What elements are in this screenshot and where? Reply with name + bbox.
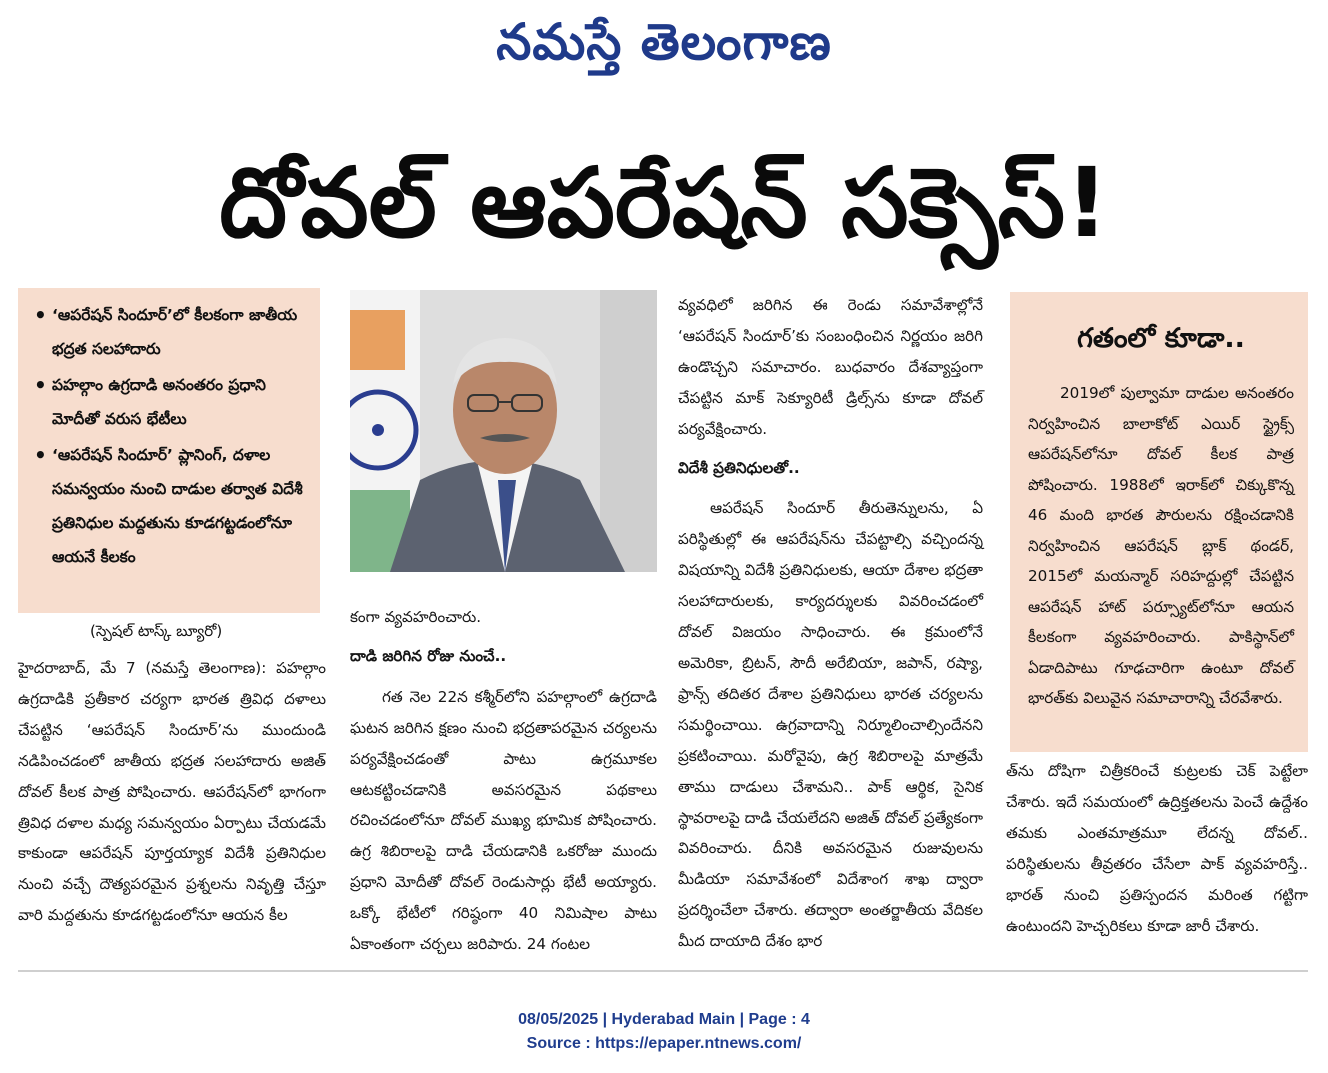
article-column-1 (18, 653, 326, 931)
article-paragraph: వ్యవధిలో జరిగిన ఈ రెండు సమావేశాల్లోనే ‘ఆపరేషన్ సిందూర్’కు సంబంధించిన నిర్ణయం జరిగి ఉండొచ్చని సమాచారం. బుధవారం దేశవ్యాప్తంగా చేపట్టిన మాక్ సెక్యూరిటీ డ్రిల్స్‌ను కూడా దోవల్ పర్యవేక్షించారు. (678, 296, 983, 438)
subheading: దాడి జరిగిన రోజు నుంచే.. (350, 646, 507, 665)
article-paragraph: గత నెల 22న కశ్మీర్‌లోని పహల్గాంలో ఉగ్రదాడి ఘటన జరిగిన క్షణం నుంచి భద్రతాపరమైన చర్యలను పర్యవేక్షించడంతో పాటు ఉగ్రమూకల ఆటకట్టించడానికి అవసరమైన పథకాలు రచించడంలోనూ దోవల్ ముఖ్య భూమిక పోషించారు. ఉగ్ర శిబిరాలపై దాడి చేయడానికి ఒకరోజు ముందు ప్రధాని మోదీతో దోవల్ రెండుసార్లు భేటీ అయ్యారు. ఒక్కో భేటీలో గరిష్ఠంగా 40 నిమిషాల పాటు ఏకాంతంగా చర్చలు జరిపారు. 24 గంటల (350, 687, 657, 954)
byline: (స్పెషల్ టాస్క్ బ్యూరో) (90, 622, 223, 640)
article-paragraph: హైదరాబాద్, మే 7 (నమస్తే తెలంగాణ): పహల్గాం ఉగ్రదాడికి ప్రతీకార చర్యగా భారత త్రివిధ దళాలు చేపట్టిన ‘ఆపరేషన్ సిందూర్’ను ముందుండి నడిపించడంలో జాతీయ భద్రత సలహాదారు అజిత్ దోవల్ కీలక పాత్ర పోషించారు. ఆపరేషన్‌లో భాగంగా త్రివిధ దళాల మధ్య సమన్వయం ఏర్పాటు చేయడమే కాకుండా ఆపరేషన్ పూర్తయ్యాక విదేశీ ప్రతినిధుల నుంచి వచ్చే దౌత్యపరమైన ప్రశ్నలను నివృత్తి చేస్తూ వారి మద్దతును కూడగట్టడంలోనూ ఆయన కీల (18, 659, 326, 925)
subheading: విదేశీ ప్రతినిధులతో.. (678, 458, 800, 477)
divider (18, 970, 1308, 972)
article-paragraph: కంగా వ్యవహరించారు. (350, 608, 482, 626)
portrait-illustration (350, 290, 657, 572)
sidebar-title: గతంలో కూడా.. (1077, 323, 1245, 354)
sidebar-box (1010, 292, 1308, 752)
footer-date-line: 08/05/2025 | Hyderabad Main | Page : 4 (518, 1011, 810, 1028)
masthead-logo: నమస్తే తెలంగాణ (496, 13, 832, 71)
article-paragraph: ఆపరేషన్ సిందూర్ తీరుతెన్నులను, ఏ పరిస్థితుల్లో ఈ ఆపరేషన్‌ను చేపట్టాల్సి వచ్చిందన్న విషయాన్ని విదేశీ ప్రతినిధులకు, ఆయా దేశాల భద్రతా సలహాదారులకు, కార్యదర్శులకు వివరించడంలో దోవల్ విజయం సాధించారు. ఈ క్రమంలోనే అమెరికా, బ్రిటన్, సౌదీ అరేబియా, జపాన్, రష్యా, ఫ్రాన్స్ తదితర దేశాల ప్రతినిధులు భారత చర్యలను సమర్థించాయి. ఉగ్రవాదాన్ని నిర్మూలించాల్సిందేనని ప్రకటించాయి. మరోవైపు, ఉగ్ర శిబిరాలపై మాత్రమే తాము దాడులు చేశామని.. పాక్ ఆర్థిక, సైనిక స్థావరాలపై దాడి చేయలేదని అజిత్ దోవల్ ప్రత్యేకంగా వివరించారు. దీనికి అవసరమైన రుజువులను మీడియా సమావేశంలో విదేశాంగ శాఖ ద్వారా ప్రదర్శించేలా చేశారు. తద్వారా అంతర్జాతీయ వేదికల మీద దాయాది దేశం భార (678, 499, 983, 951)
highlights-box (18, 288, 320, 613)
article-column-3 (678, 290, 983, 957)
sidebar-paragraph: 2019లో పుల్వామా దాడుల అనంతరం నిర్వహించిన బాలాకోట్ ఎయిర్ స్ట్రైక్స్ ఆపరేషన్‌లోనూ దోవల్ కీలక పాత్ర పోషించారు. 1988లో ఇరాక్‌లో చిక్కుకొన్న 46 మంది భారత పౌరులను రక్షించడానికి నిర్వహించిన ఆపరేషన్ బ్లాక్ థండర్, 2015లో మయన్మార్ సరిహద్దుల్లో చేపట్టిన ఆపరేషన్ హాట్ పర్స్యూట్‌లోనూ ఆయన కీలకంగా వ్యవహరించారు. పాకిస్థాన్‌లో ఏడాదిపాటు గూఢచారిగా ఉంటూ దోవల్ భారత్‌కు విలువైన సమాచారాన్ని చేరవేశారు. (1028, 384, 1294, 707)
article-paragraph: త్‌ను దోషిగా చిత్రీకరించే కుట్రలకు చెక్ పెట్టేలా చేశారు. ఇదే సమయంలో ఉద్రిక్తతలను పెంచే ఉద్దేశం తమకు ఎంతమాత్రమూ లేదన్న దోవల్.. పరిస్థితులను తీవ్రతరం చేసేలా పాక్ వ్యవహరిస్తే.. భారత్ నుంచి ప్రతిస్పందన మరింత గట్టిగా ఉంటుందని హెచ్చరికలు కూడా జారీ చేశారు. (1006, 762, 1308, 935)
highlight-item: • పహల్గాం ఉగ్రదాడి అనంతరం ప్రధాని మోదీతో వరుస భేటీలు (32, 368, 310, 436)
article-column-4 (1006, 756, 1308, 941)
headline: దోవల్ ఆపరేషన్ సక్సెస్! (219, 147, 1109, 259)
highlight-item: • ‘ఆపరేషన్ సిందూర్’ ప్లానింగ్, దళాల సమన్వయం నుంచి దాడుల తర్వాత విదేశీ ప్రతినిధుల మద్దతును కూడగట్టడంలోనూ ఆయనే కీలకం (32, 438, 310, 574)
footer (0, 1008, 1328, 1056)
portrait-photo (350, 290, 657, 572)
article-column-2 (350, 602, 657, 960)
highlight-item: • ‘ఆపరేషన్ సిందూర్’లో కీలకంగా జాతీయ భద్రత సలహాదారు (32, 298, 310, 366)
footer-source-link[interactable]: Source : https://epaper.ntnews.com/ (526, 1035, 802, 1052)
